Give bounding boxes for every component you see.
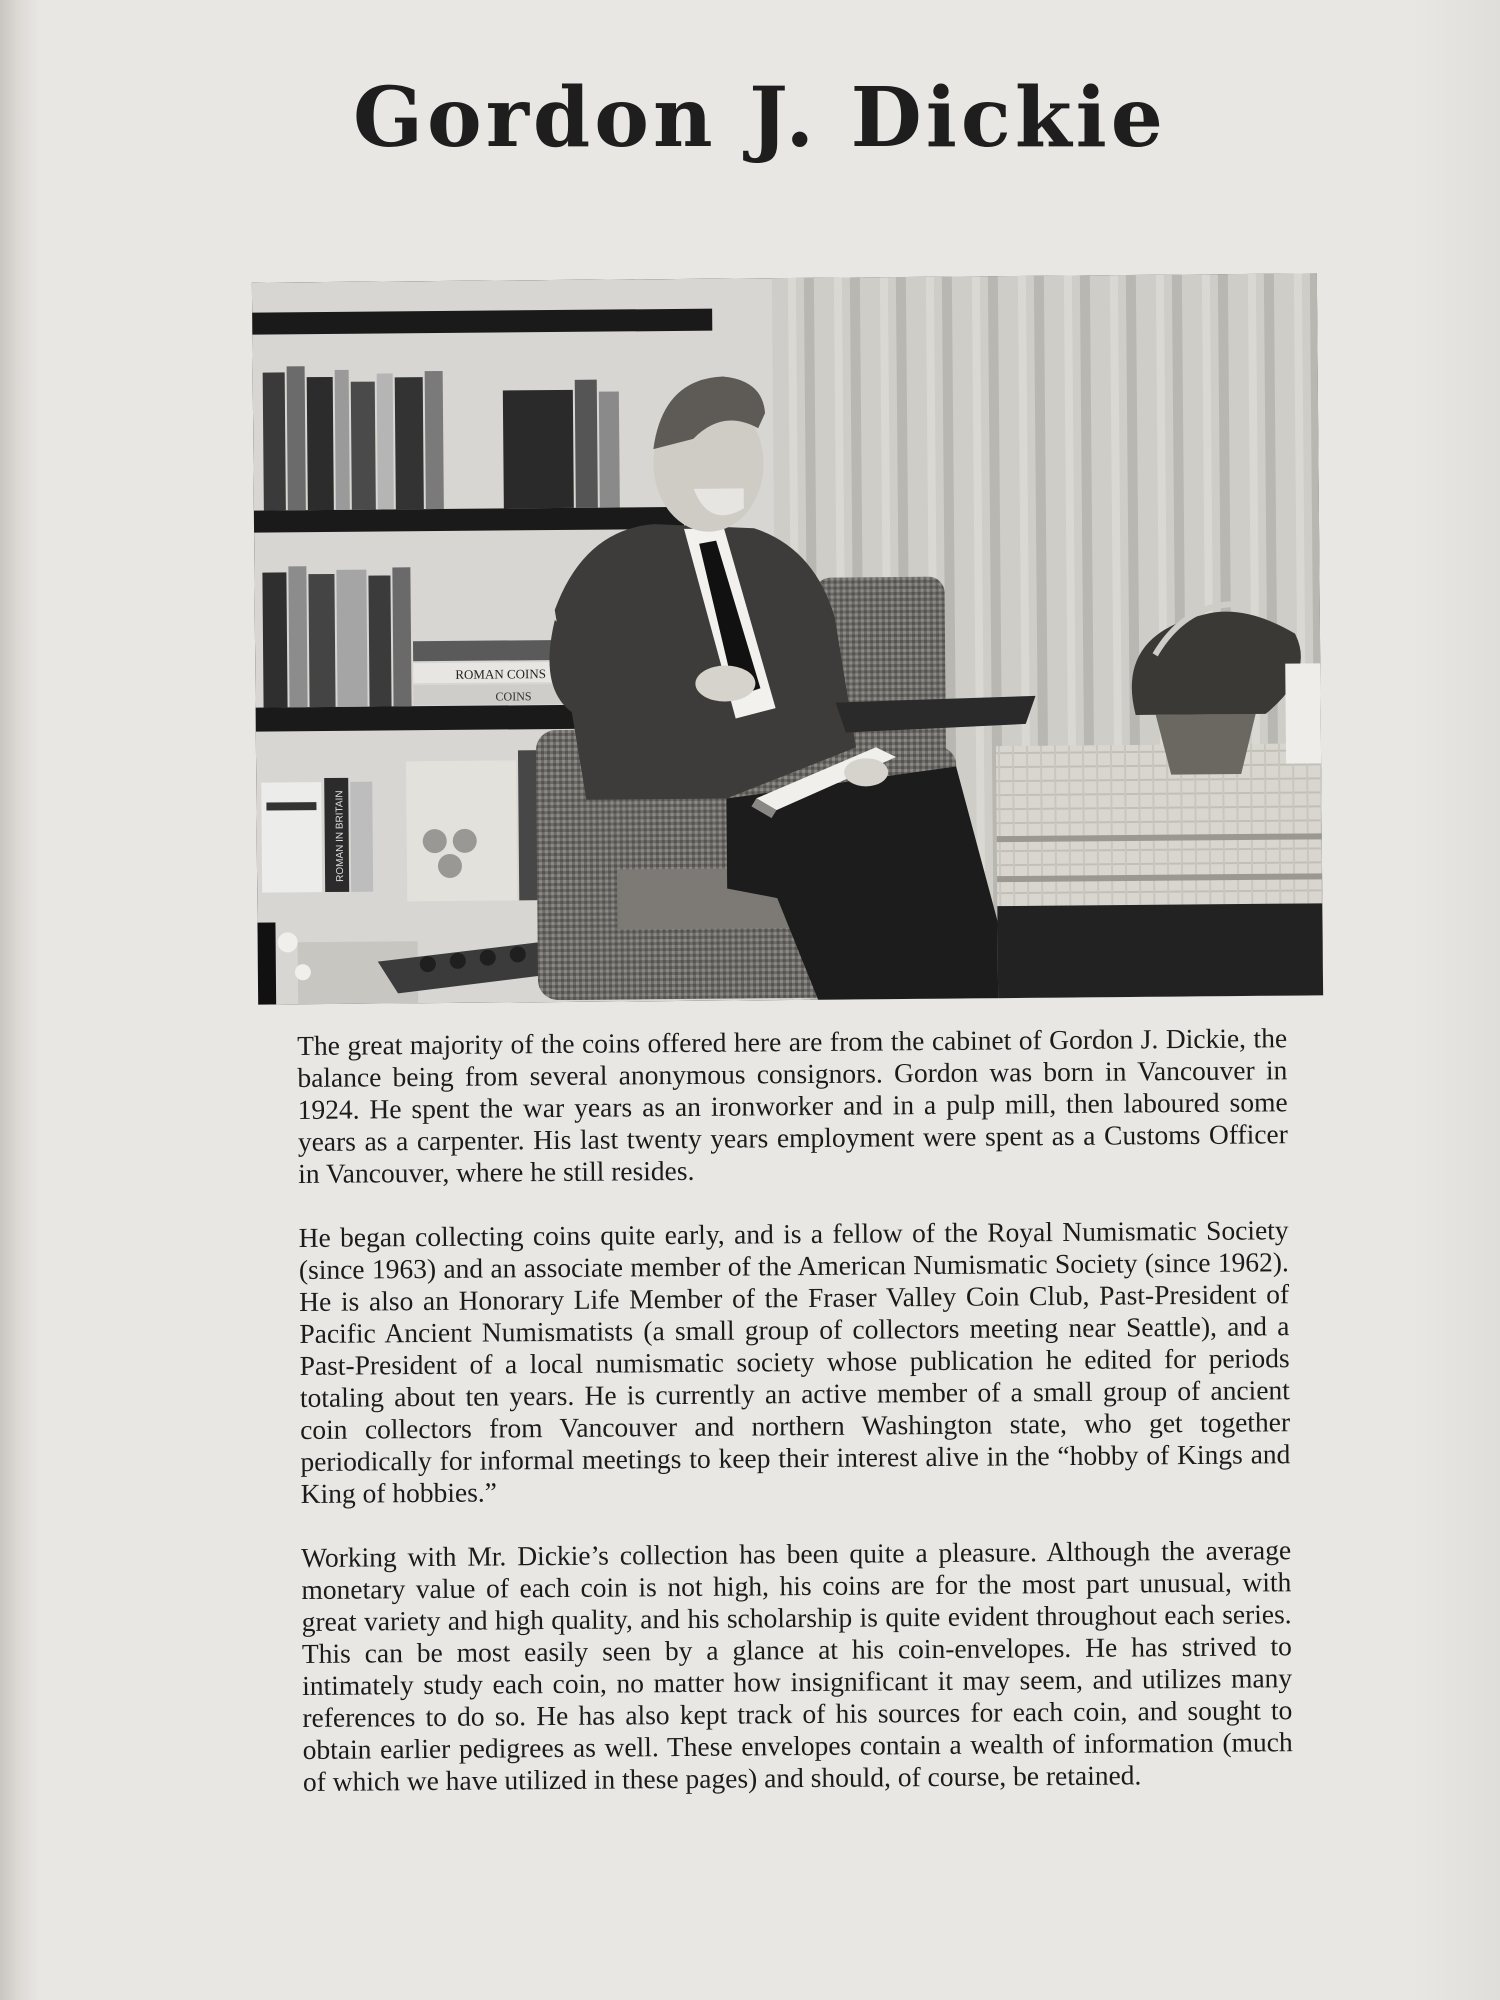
book-spine-coins: COINS — [495, 689, 532, 704]
page-edge-shadow — [1410, 0, 1500, 2000]
page-title: Gordon J. Dickie — [353, 70, 1167, 166]
biography-text — [297, 1022, 1293, 1830]
book-spine-roman-coins: ROMAN COINS — [455, 666, 547, 682]
portrait-photo — [252, 273, 1323, 1004]
book-spine-roman-in-britain: ROMAN IN BRITAIN — [334, 790, 347, 882]
page-binding-shadow — [0, 0, 40, 2000]
paragraph-3: Working with Mr. Dickie’s collection has been quite a pleasure. Although the average monetary value of each coin is not high, his coins are for the most part unusual, with great variety and high quality, and his scholarship is quite evident throughout each series. This can be most easily seen by a glance at his coin-envelopes. He has strived to intimately study each coin, no matter how insignificant it may seem, and utilizes many references to do so. He has also kept track of his sources for each coin, and sought to obtain earlier pedigrees as well. These envelopes contain a wealth of information (much of which we have utilized in these pages) and should, of course, be retained. — [301, 1534, 1293, 1797]
paragraph-2: He began collecting coins quite early, and is a fellow of the Royal Numismatic Society (since 1963) and an associate member of the American Numismatic Society (since 1962). He is also an Honorary Life Member of the Fraser Valley Coin Club, Past-President of Pacific Ancient Numismatists (a small group of collectors meeting near Seattle), and a Past-President of a local numismatic society whose publication he edited for periods totaling about ten years. He is currently an active member of a small group of ancient coin collectors from Vancouver and northern Washington state, who get together periodically for informal meetings to keep their interest alive in the “hobby of Kings and King of hobbies.” — [298, 1214, 1291, 1509]
paragraph-1: The great majority of the coins offered here are from the cabinet of Gordon J. Dickie, the balance being from several anonymous consignors. Gordon was born in Vancouver in 1924. He spent the war years as an ironworker and in a pulp mill, then laboured some years as a carpenter. His last twenty years employment were spent as a Customs Officer in Vancouver, where he still resides. — [297, 1022, 1288, 1189]
